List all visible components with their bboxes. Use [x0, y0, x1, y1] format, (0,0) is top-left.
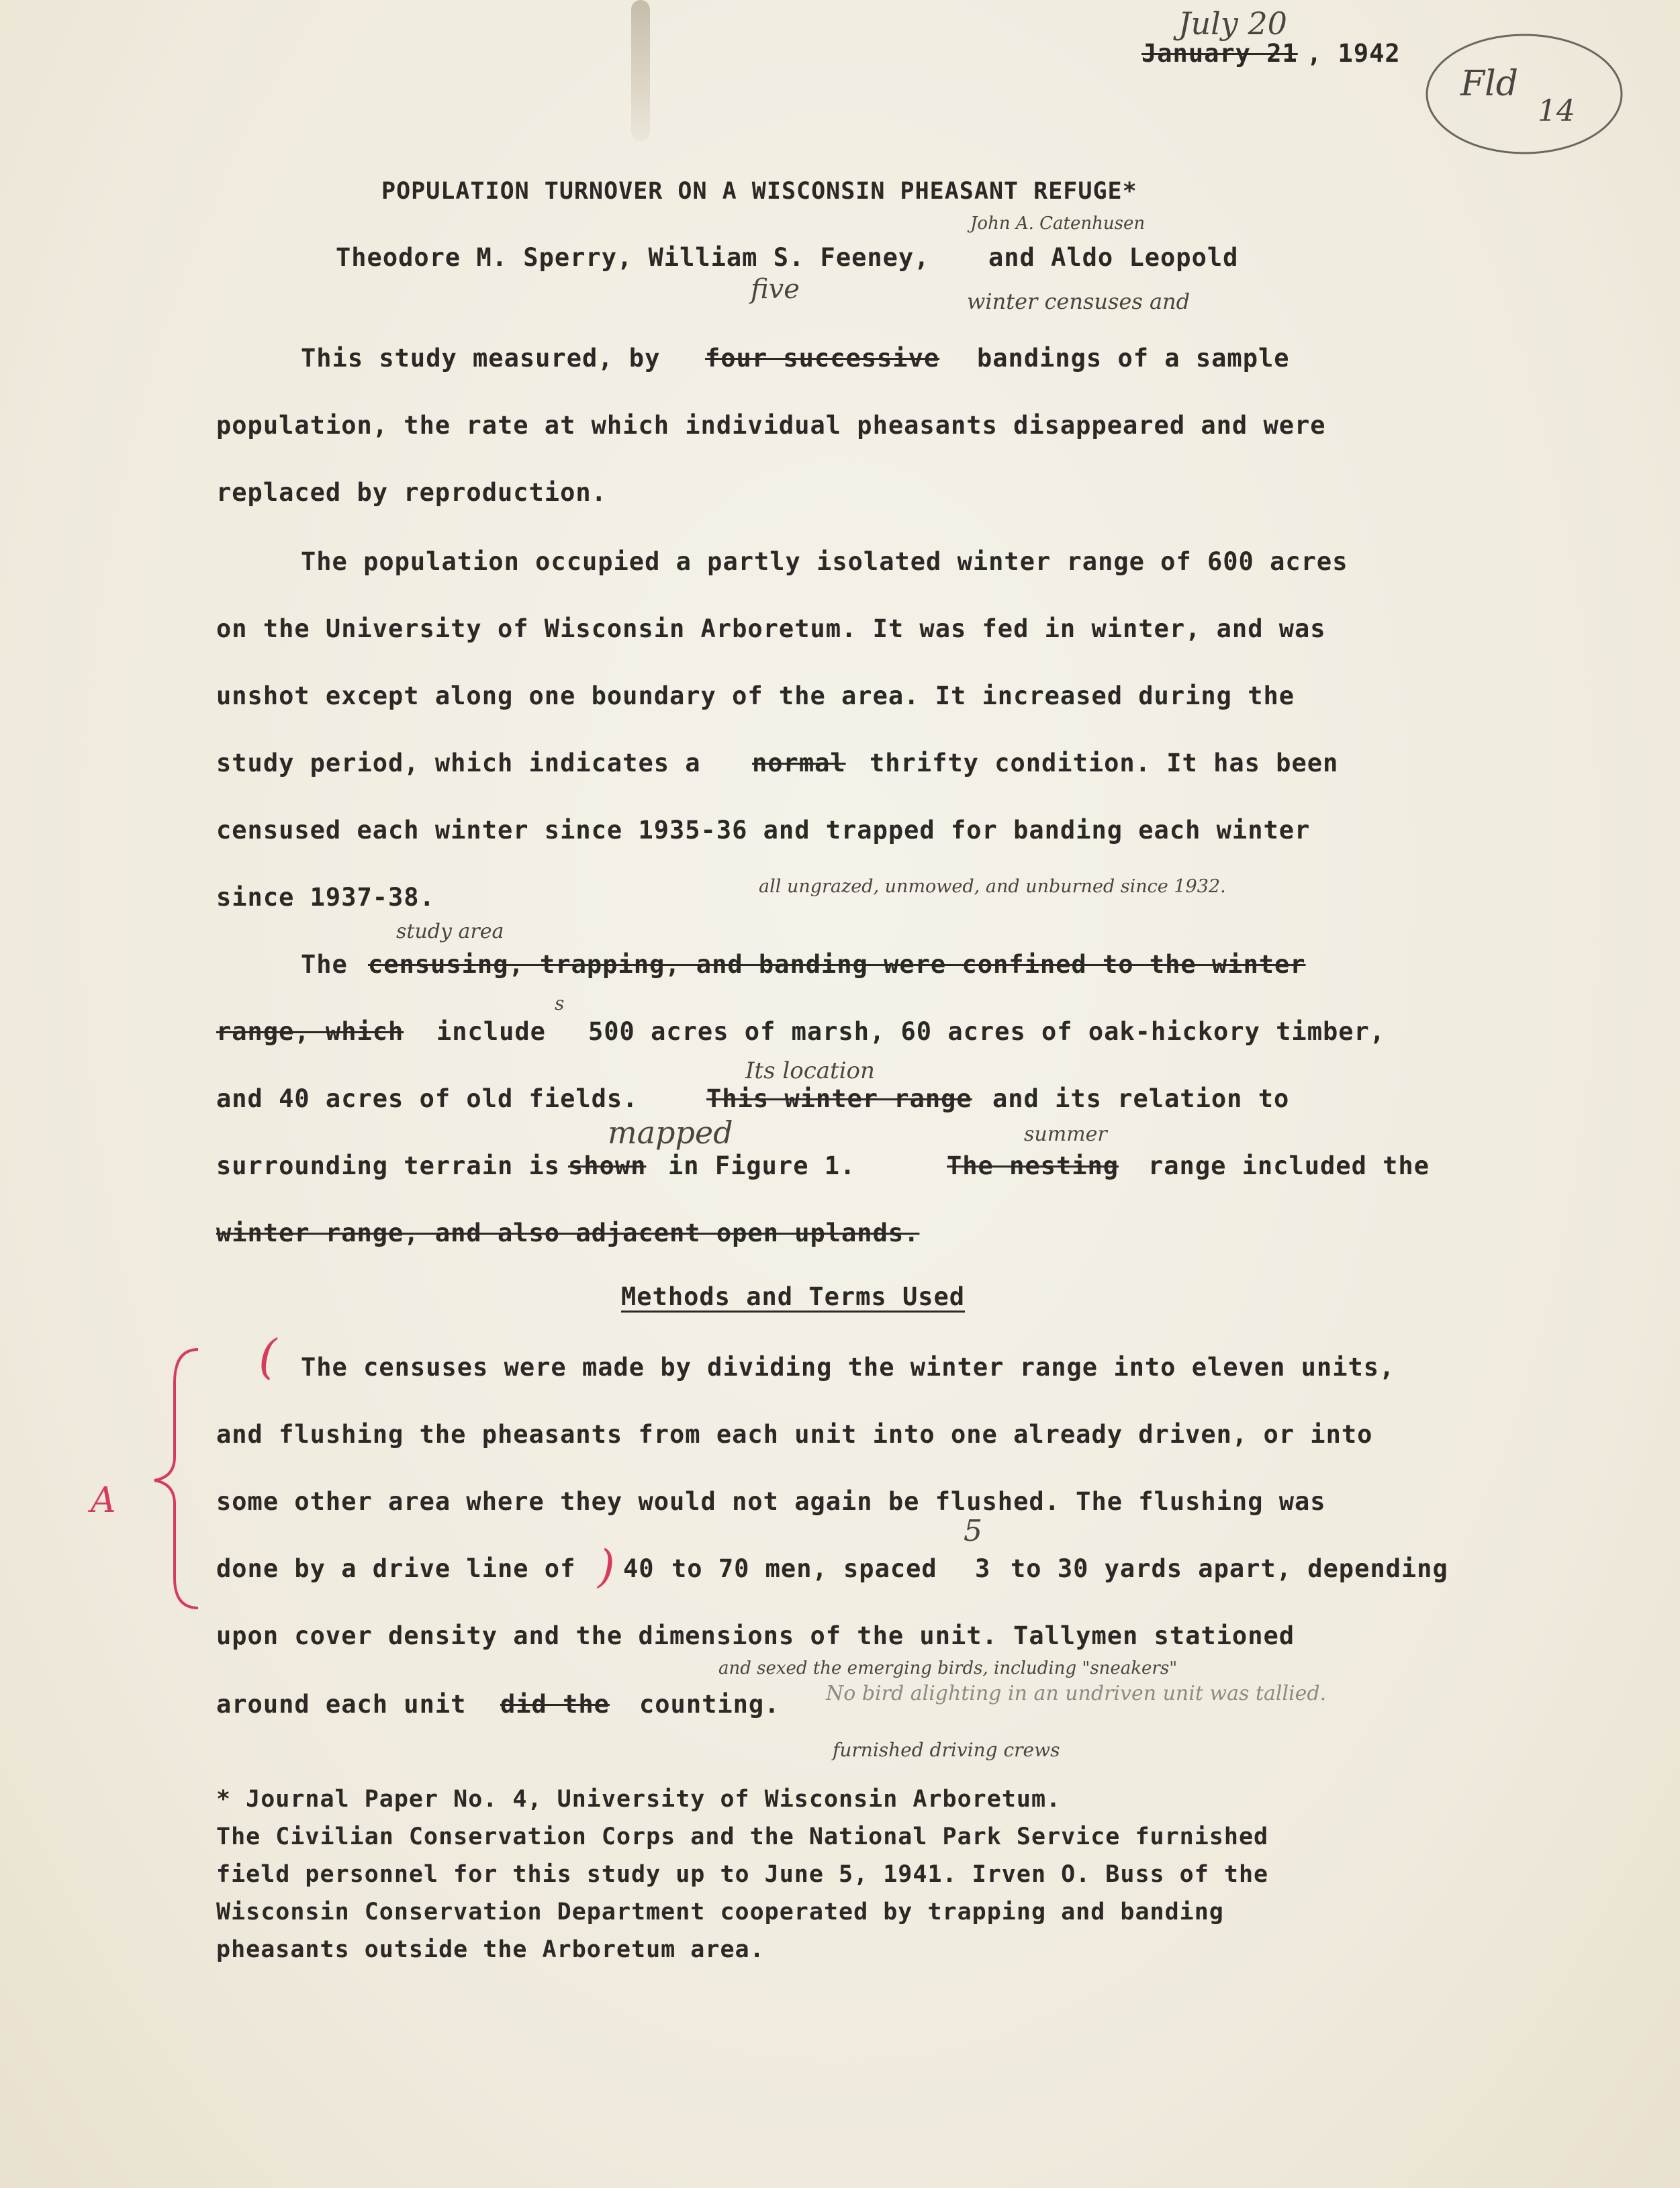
- p3-line-4-struck-1: shown: [568, 1151, 647, 1180]
- p3-line-3a: and 40 acres of old fields.: [216, 1084, 639, 1113]
- p4-line-2: and flushing the pheasants from each unit into one already driven, or into: [216, 1420, 1373, 1449]
- p4-line-4-circled-2: 3: [975, 1554, 991, 1583]
- p4-line-3: some other area where they would not again be flushed. The flushing was: [216, 1487, 1326, 1516]
- p4-line-4b: to 70 men, spaced: [671, 1554, 937, 1583]
- section-heading: Methods and Terms Used: [621, 1282, 966, 1311]
- insert-s: s: [555, 992, 565, 1014]
- p3-line-3b: and its relation to: [992, 1084, 1290, 1113]
- p3-line-2-struck: range, which: [216, 1017, 404, 1046]
- p3-line-4c: range included the: [1148, 1151, 1430, 1180]
- p1-line-1-struck: four successive: [705, 344, 940, 373]
- authors-line-2: and Aldo Leopold: [988, 243, 1239, 272]
- insert-furnished: furnished driving crews: [833, 1739, 1060, 1761]
- p4-line-6b: counting.: [639, 1690, 780, 1719]
- p3-line-5-struck: winter range, and also adjacent open uplands.: [216, 1219, 920, 1247]
- insert-summer: summer: [1024, 1123, 1107, 1146]
- insert-counting: and sexed the emerging birds, including "sneakers": [718, 1658, 1178, 1678]
- p1-line-3: replaced by reproduction.: [216, 478, 607, 507]
- margin-brace-icon: [138, 1343, 212, 1611]
- p2-line-3: unshot except along one boundary of the area. It increased during the: [216, 681, 1295, 710]
- authors-line-1: Theodore M. Sperry, William S. Feeney,: [336, 243, 930, 272]
- p2-line-6: since 1937-38.: [216, 883, 435, 912]
- author-insert: John A. Catenhusen: [970, 213, 1146, 234]
- date-year: , 1942: [1307, 39, 1401, 68]
- p4-line-6-struck: did the: [500, 1690, 610, 1719]
- p4-line-4a: done by a drive line of: [216, 1554, 576, 1583]
- insert-winter-censuses: winter censuses and: [967, 289, 1191, 314]
- footnote-line-3: field personnel for this study up to June 5, 1941. Irven O. Buss of the: [216, 1861, 1269, 1888]
- p3-line-4b: in Figure 1.: [668, 1151, 856, 1180]
- insert-five: five: [751, 274, 800, 305]
- margin-mark-a: A: [91, 1480, 116, 1521]
- circle-mark-icon: ): [598, 1541, 615, 1592]
- insert-no-bird: No bird alighting in an undriven unit was tallied.: [826, 1682, 1327, 1705]
- p4-line-5: upon cover density and the dimensions of the unit. Tallymen stationed: [216, 1621, 1295, 1650]
- folio-label: Fld: [1460, 64, 1518, 104]
- p3-line-1-struck: censusing, trapping, and banding were confined to the winter: [368, 950, 1306, 979]
- footnote-line-5: pheasants outside the Arboretum area.: [216, 1936, 765, 1963]
- insert-mapped: mapped: [608, 1114, 733, 1151]
- p2-line-1: The population occupied a partly isolated winter range of 600 acres: [301, 547, 1348, 576]
- folio-oval-icon: [1420, 27, 1628, 161]
- p4-line-1: The censuses were made by dividing the winter range into eleven units,: [301, 1353, 1395, 1382]
- p3-line-2c: 500 acres of marsh, 60 acres of oak-hickory timber,: [588, 1017, 1386, 1046]
- paper-stain: [631, 0, 650, 141]
- p1-line-2: population, the rate at which individual pheasants disappeared and were: [216, 411, 1326, 440]
- p1-line-1b: bandings of a sample: [977, 344, 1290, 373]
- footnote-line-2: The Civilian Conservation Corps and the National Park Service furnished: [216, 1823, 1269, 1850]
- paragraph-bracket-icon: (: [259, 1329, 277, 1384]
- p2-line-4b: thrifty condition. It has been: [870, 749, 1339, 777]
- insert-all-ungrazed: all ungrazed, unmowed, and unburned since 1932.: [759, 876, 1226, 897]
- p1-line-1a: This study measured, by: [301, 344, 661, 373]
- page-title: POPULATION TURNOVER ON A WISCONSIN PHEASANT REFUGE*: [381, 178, 1137, 205]
- p3-line-1a: The: [301, 950, 348, 979]
- date-insert-handwritten: July 20: [1178, 5, 1287, 42]
- date-crossed: January 21: [1141, 39, 1298, 68]
- p3-line-4a: surrounding terrain is: [216, 1151, 561, 1180]
- p2-line-5: censused each winter since 1935-36 and trapped for banding each winter: [216, 816, 1311, 845]
- footnote-line-1: * Journal Paper No. 4, University of Wisconsin Arboretum.: [216, 1786, 1062, 1813]
- p2-line-4-struck: normal: [752, 749, 846, 777]
- p4-line-4c: to 30 yards apart, depending: [1011, 1554, 1448, 1583]
- p4-line-4-circled: 40: [623, 1554, 655, 1583]
- p4-line-6a: around each unit: [216, 1690, 467, 1719]
- p2-line-2: on the University of Wisconsin Arboretum. It was fed in winter, and was: [216, 614, 1326, 643]
- p2-line-4a: study period, which indicates a: [216, 749, 701, 777]
- insert-five-yards: 5: [964, 1514, 982, 1548]
- insert-study-area: study area: [396, 920, 504, 943]
- folio-number: 14: [1538, 94, 1575, 128]
- insert-its-location: Its location: [745, 1057, 875, 1084]
- p3-line-4-struck-2: The nesting: [947, 1151, 1119, 1180]
- p3-line-2b: include: [436, 1017, 546, 1046]
- p3-line-3-struck: This winter range: [706, 1084, 972, 1113]
- footnote-line-4: Wisconsin Conservation Department cooperated by trapping and banding: [216, 1899, 1224, 1925]
